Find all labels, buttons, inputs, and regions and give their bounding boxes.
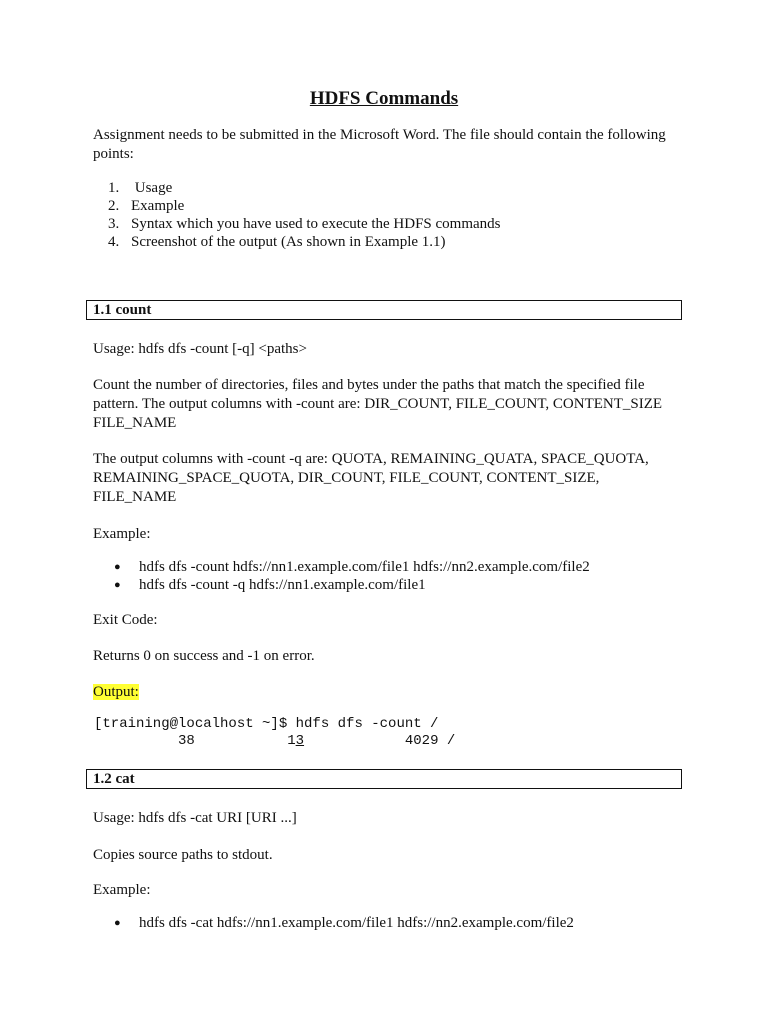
list-item-text: Example [131,198,185,214]
terminal-segment: 4029 / [304,733,456,749]
list-item-number: 2. [108,198,120,214]
list-item-text: Syntax which you have used to execute the HDFS commands [131,216,501,232]
list-item [0,558,768,576]
section-heading-box [86,300,682,320]
example-command: hdfs dfs -cat hdfs://nn1.example.com/file1 hdfs://nn2.example.com/file2 [139,915,574,931]
terminal-segment-underlined: 3 [295,733,305,749]
exit-code-text: Returns 0 on success and -1 on error. [93,648,315,664]
list-item [0,914,768,932]
list-item-text: Usage [131,180,173,196]
list-item-number: 1. [108,180,120,196]
example-label: Example: [93,526,151,542]
terminal-line [94,733,455,749]
highlighted-text: Output: [93,684,139,700]
list-item-number: 3. [108,216,120,232]
section-heading: 1.2 cat [93,771,135,787]
intro-paragraph: Assignment needs to be submitted in the Microsoft Word. The file should contain the following points: [93,127,666,162]
list-item [0,576,768,594]
section-heading: 1.1 count [93,302,152,318]
terminal-segment: 38 1 [94,733,296,749]
section-heading-box [86,769,682,789]
list-item-text: Screenshot of the output (As shown in Example 1.1) [131,234,446,250]
example-label: Example: [93,882,151,898]
description-paragraph: Copies source paths to stdout. [93,847,273,863]
bullet-icon: ● [114,917,121,929]
usage-text: Usage: hdfs dfs -cat URI [URI ...] [93,810,297,826]
exit-code-label: Exit Code: [93,612,158,628]
bullet-icon: ● [114,561,121,573]
terminal-line: [training@localhost ~]$ hdfs dfs -count / [94,716,439,732]
bullet-icon: ● [114,579,121,591]
list-item-number: 4. [108,234,120,250]
description-paragraph: Count the number of directories, files and bytes under the paths that match the specified file pattern. The output columns with -count are: DIR_COUNT, FILE_COUNT, CONTENT_SIZE FILE_NAME [93,377,663,431]
page-title: HDFS Commands [309,88,459,109]
output-label [93,683,139,702]
description-paragraph: The output columns with -count -q are: QUOTA, REMAINING_QUATA, SPACE_QUOTA, REMAINING_SPACE_QUOTA, DIR_COUNT, FILE_COUNT, CONTENT_SIZE, FILE_NAME [93,451,649,505]
usage-text: Usage: hdfs dfs -count [-q] <paths> [93,341,307,357]
example-command: hdfs dfs -count -q hdfs://nn1.example.com/file1 [139,577,426,593]
example-command: hdfs dfs -count hdfs://nn1.example.com/file1 hdfs://nn2.example.com/file2 [139,559,590,575]
